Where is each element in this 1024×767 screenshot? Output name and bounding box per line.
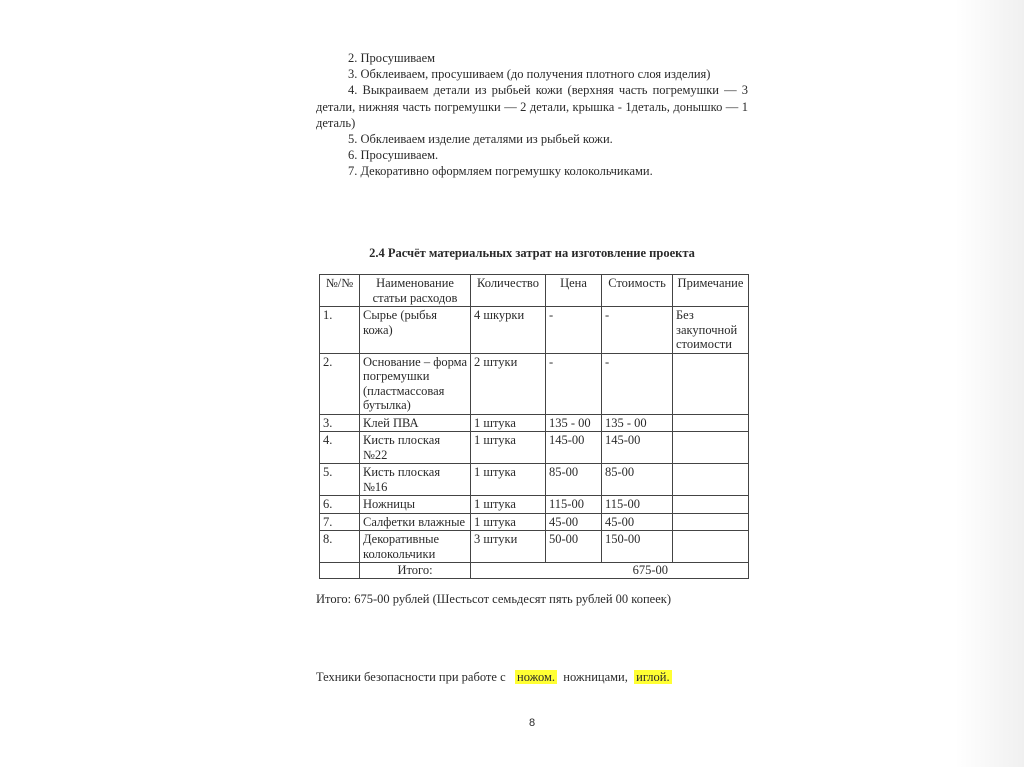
table-row (320, 464, 749, 496)
table-row (320, 307, 749, 354)
step-7: 7. Декоративно оформляем погремушку колокольчиками. (348, 164, 653, 179)
table-row (320, 531, 749, 563)
table-row (320, 414, 749, 432)
process-steps (316, 50, 748, 180)
page-number: 8 (528, 717, 536, 729)
cell-price: 50-00 (546, 531, 602, 563)
cell-empty (320, 563, 360, 579)
cell-note (673, 513, 749, 531)
cell-cost: 135 - 00 (602, 414, 673, 432)
table-row (320, 432, 749, 464)
cell-number: 7. (320, 513, 360, 531)
safety-scissors: ножницами, (563, 670, 628, 684)
table-row (320, 513, 749, 531)
table-total-row (320, 563, 749, 579)
cell-item-name: Ножницы (360, 496, 471, 514)
cell-number: 5. (320, 464, 360, 496)
cell-item-name: Клей ПВА (360, 414, 471, 432)
table-row (320, 353, 749, 414)
total-summary: Итого: 675-00 рублей (Шестьсот семьдесят пять рублей 00 копеек) (316, 592, 672, 606)
header-item-name: Наименование статьи расходов (360, 275, 471, 307)
material-costs-table (319, 274, 749, 579)
cell-quantity: 1 штука (471, 414, 546, 432)
table-row (320, 496, 749, 514)
cell-cost: 145-00 (602, 432, 673, 464)
cell-item-name: Салфетки влажные (360, 513, 471, 531)
cell-quantity: 4 шкурки (471, 307, 546, 354)
highlight-needle: иглой. (636, 670, 670, 684)
cell-price: 115-00 (546, 496, 602, 514)
cell-price: 45-00 (546, 513, 602, 531)
highlight-knife: ножом. (517, 670, 556, 684)
total-value: 675-00 (471, 563, 749, 579)
cell-number: 2. (320, 353, 360, 414)
step-4: 4. Выкраиваем детали из рыбьей кожи (верхняя часть погремушки — 3 детали, нижняя часть погремушки — 2 детали, крышка - 1деталь, донышко — 1 деталь) (316, 83, 748, 130)
cell-number: 8. (320, 531, 360, 563)
cell-quantity: 1 штука (471, 464, 546, 496)
cell-price: - (546, 307, 602, 354)
cell-price: 145-00 (546, 432, 602, 464)
cell-cost: 150-00 (602, 531, 673, 563)
cell-number: 3. (320, 414, 360, 432)
cell-quantity: 1 штука (471, 513, 546, 531)
cell-note (673, 432, 749, 464)
page-edge-shadow (954, 0, 1024, 767)
cell-price: 85-00 (546, 464, 602, 496)
step-3: 3. Обклеиваем, просушиваем (до получения плотного слоя изделия) (348, 67, 711, 82)
step-5: 5. Обклеиваем изделие деталями из рыбьей кожи. (348, 132, 613, 147)
cell-item-name: Сырье (рыбья кожа) (360, 307, 471, 354)
cell-price: - (546, 353, 602, 414)
header-cost: Стоимость (602, 275, 673, 307)
header-quantity: Количество (471, 275, 546, 307)
total-label: Итого: (360, 563, 471, 579)
cell-number: 1. (320, 307, 360, 354)
header-price: Цена (546, 275, 602, 307)
cell-note (673, 353, 749, 414)
cell-number: 6. (320, 496, 360, 514)
section-title: 2.4 Расчёт материальных затрат на изготовление проекта (369, 246, 695, 260)
step-2: 2. Просушиваем (348, 51, 436, 65)
safety-prefix: Техники безопасности при работе с (316, 670, 506, 684)
cell-cost: 115-00 (602, 496, 673, 514)
cell-note (673, 464, 749, 496)
safety-line (316, 670, 672, 685)
table-header-row (320, 275, 749, 307)
step-6: 6. Просушиваем. (348, 148, 439, 163)
cell-price: 135 - 00 (546, 414, 602, 432)
cell-note (673, 531, 749, 563)
cell-cost: - (602, 353, 673, 414)
cell-item-name: Декоративные колокольчики (360, 531, 471, 563)
cell-item-name: Основание – форма погремушки (пластмассовая бутылка) (360, 353, 471, 414)
cell-note: Без закупочной стоимости (673, 307, 749, 354)
cell-item-name: Кисть плоская №22 (360, 432, 471, 464)
header-number: №/№ (320, 275, 360, 307)
cell-item-name: Кисть плоская №16 (360, 464, 471, 496)
cell-quantity: 1 штука (471, 496, 546, 514)
cell-quantity: 2 штуки (471, 353, 546, 414)
cell-cost: 45-00 (602, 513, 673, 531)
cell-number: 4. (320, 432, 360, 464)
cell-note (673, 414, 749, 432)
cell-quantity: 3 штуки (471, 531, 546, 563)
cell-cost: 85-00 (602, 464, 673, 496)
header-note: Примечание (673, 275, 749, 307)
cell-cost: - (602, 307, 673, 354)
cell-note (673, 496, 749, 514)
cell-quantity: 1 штука (471, 432, 546, 464)
